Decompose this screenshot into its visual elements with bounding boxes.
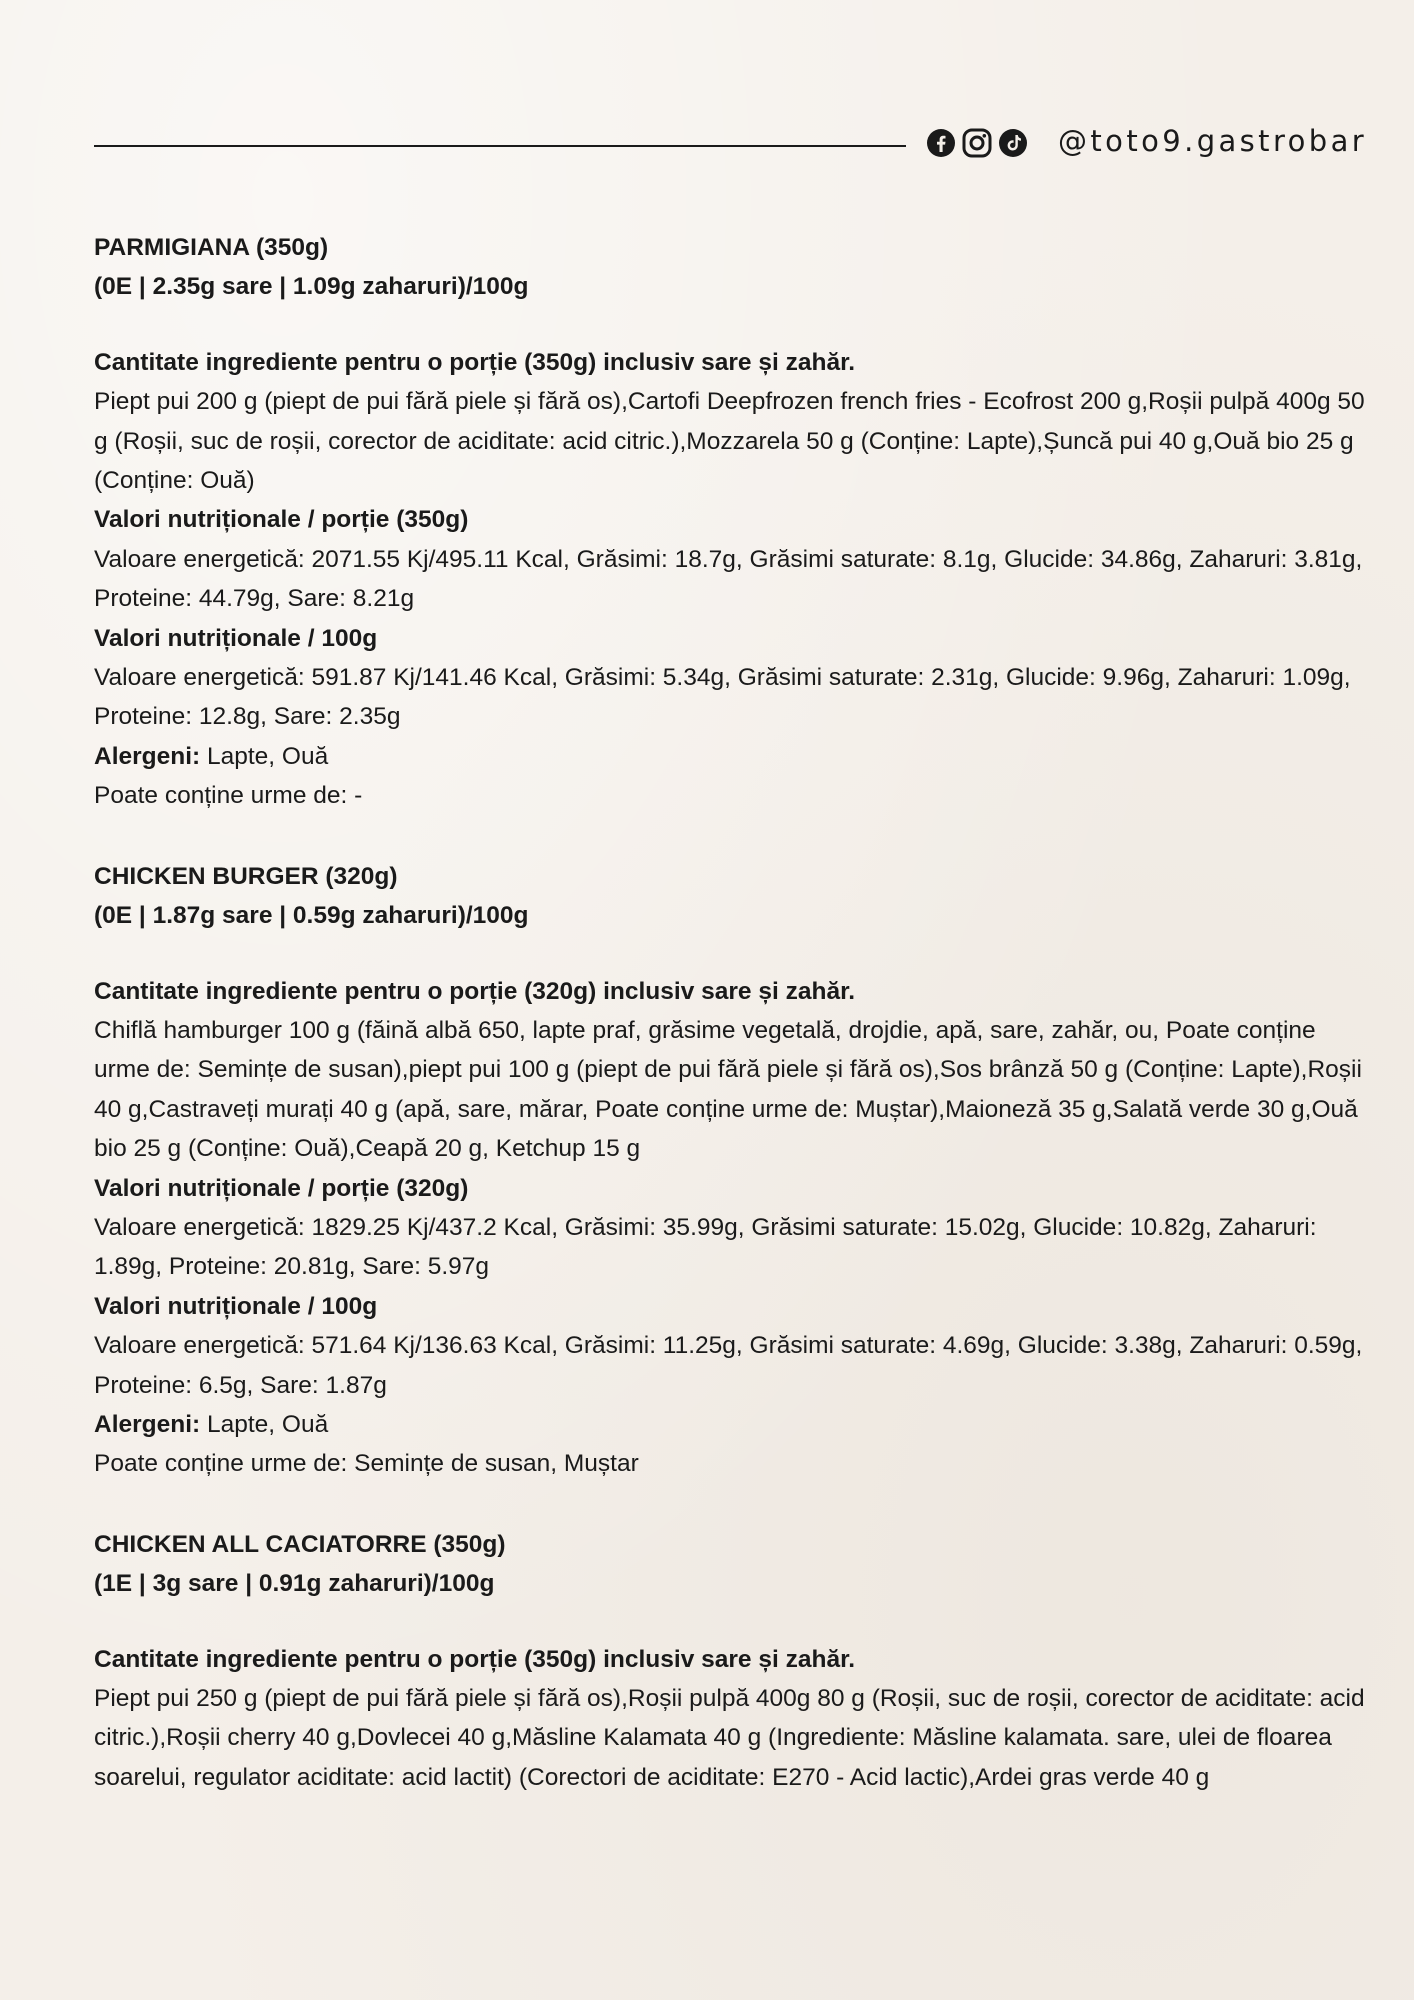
social-icons: [926, 128, 1028, 158]
instagram-icon[interactable]: [962, 128, 992, 158]
ingredients-text: Piept pui 200 g (piept de pui fără piele și fără os),Cartofi Deepfrozen french fries - Ecofrost 200 g,Roșii pulpă 400g 50 g (Roșii, suc de roșii, corector de aciditate: acid citric.),Mozzarela 50 g (Conține: Lapte),Șuncă pui 40 g,Ouă bio 25 g (Conține: Ouă): [94, 388, 1365, 495]
allergens-label: Alergeni:: [94, 742, 201, 770]
spacer: [94, 307, 1374, 343]
product-section: [94, 1525, 1374, 1797]
per100-values: Valoare energetică: 591.87 Kj/141.46 Kcal, Grăsimi: 5.34g, Grăsimi saturate: 2.31g, Glucide: 9.96g, Zaharuri: 1.09g, Proteine: 12.8g, Sare: 2.35g: [94, 664, 1351, 731]
quantity-heading: Cantitate ingrediente pentru o porție (320g) inclusiv sare și zahăr.: [94, 977, 856, 1005]
portion-values: Valoare energetică: 2071.55 Kj/495.11 Kcal, Grăsimi: 18.7g, Grăsimi saturate: 8.1g, Glucide: 34.86g, Zaharuri: 3.81g, Proteine: 44.79g, Sare: 8.21g: [94, 545, 1363, 613]
facebook-icon[interactable]: [926, 128, 956, 158]
product-summary: (0E | 1.87g sare | 0.59g zaharuri)/100g: [94, 902, 529, 930]
product-title: PARMIGIANA (350g): [94, 234, 329, 261]
allergens-line: [94, 1405, 1374, 1444]
per100-values: Valoare energetică: 571.64 Kj/136.63 Kcal, Grăsimi: 11.25g, Grăsimi saturate: 4.69g, Glucide: 3.38g, Zaharuri: 0.59g, Proteine: 6.5g, Sare: 1.87g: [94, 1332, 1363, 1399]
portion-values: Valoare energetică: 1829.25 Kj/437.2 Kcal, Grăsimi: 35.99g, Grăsimi saturate: 15.02g, Glucide: 10.82g, Zaharuri: 1.89g, Proteine: 20.81g, Sare: 5.97g: [94, 1213, 1317, 1281]
product-section: [94, 228, 1374, 816]
header-rule: [94, 145, 906, 147]
allergens-label: Alergeni:: [94, 1410, 201, 1438]
page-header: [94, 124, 1380, 158]
portion-heading: Valori nutriționale / porție (320g): [94, 1174, 469, 1202]
allergens-value: Lapte, Ouă: [207, 1410, 329, 1438]
spacer: [94, 936, 1374, 972]
ingredients-text: Piept pui 250 g (piept de pui fără piele și fără os),Roșii pulpă 400g 80 g (Roșii, suc de roșii, corector de aciditate: acid citric.),Roșii cherry 40 g,Dovlecei 40 g,Măsline Kalamata 40 g (Ingrediente: Măsline kalamata. sare, ulei de floarea soarelui, regulator aciditate: acid lactit) (Corectori de aciditate: E270 - Acid lactic),Ardei gras verde 40 g: [94, 1685, 1365, 1791]
traces-line: Poate conține urme de: Semințe de susan, Muștar: [94, 1450, 639, 1478]
allergens-value: Lapte, Ouă: [207, 742, 329, 770]
portion-heading: Valori nutriționale / porție (350g): [94, 506, 469, 534]
spacer: [94, 1604, 1374, 1640]
product-title: CHICKEN ALL CACIATORRE (350g): [94, 1530, 506, 1558]
social-handle[interactable]: @toto9.gastrobar: [1058, 124, 1368, 158]
tiktok-icon[interactable]: [998, 128, 1028, 158]
product-summary: (0E | 2.35g sare | 1.09g zaharuri)/100g: [94, 273, 529, 301]
nutrition-sheet: [94, 228, 1374, 1797]
product-summary: (1E | 3g sare | 0.91g zaharuri)/100g: [94, 1570, 495, 1598]
product-section: [94, 857, 1374, 1484]
quantity-heading: Cantitate ingrediente pentru o porție (350g) inclusiv sare și zahăr.: [94, 1645, 856, 1673]
product-title: CHICKEN BURGER (320g): [94, 862, 398, 890]
per100-heading: Valori nutriționale / 100g: [94, 624, 378, 652]
traces-line: Poate conține urme de: -: [94, 782, 363, 810]
quantity-heading: Cantitate ingrediente pentru o porție (350g) inclusiv sare și zahăr.: [94, 348, 856, 376]
allergens-line: [94, 737, 1374, 776]
ingredients-text: Chiflă hamburger 100 g (făină albă 650, lapte praf, grăsime vegetală, drojdie, apă, sare, zahăr, ou, Poate conține urme de: Semințe de susan),piept pui 100 g (piept de pui fără piele și fără os),Sos brânză 50 g (Conține: Lapte),Roșii 40 g,Castraveți murați 40 g (apă, sare, mărar, Poate conține urme de: Muștar),Maioneză 35 g,Salată verde 30 g,Ouă bio 25 g (Conține: Ouă),Ceapă 20 g, Ketchup 15 g: [94, 1016, 1362, 1163]
per100-heading: Valori nutriționale / 100g: [94, 1292, 378, 1320]
